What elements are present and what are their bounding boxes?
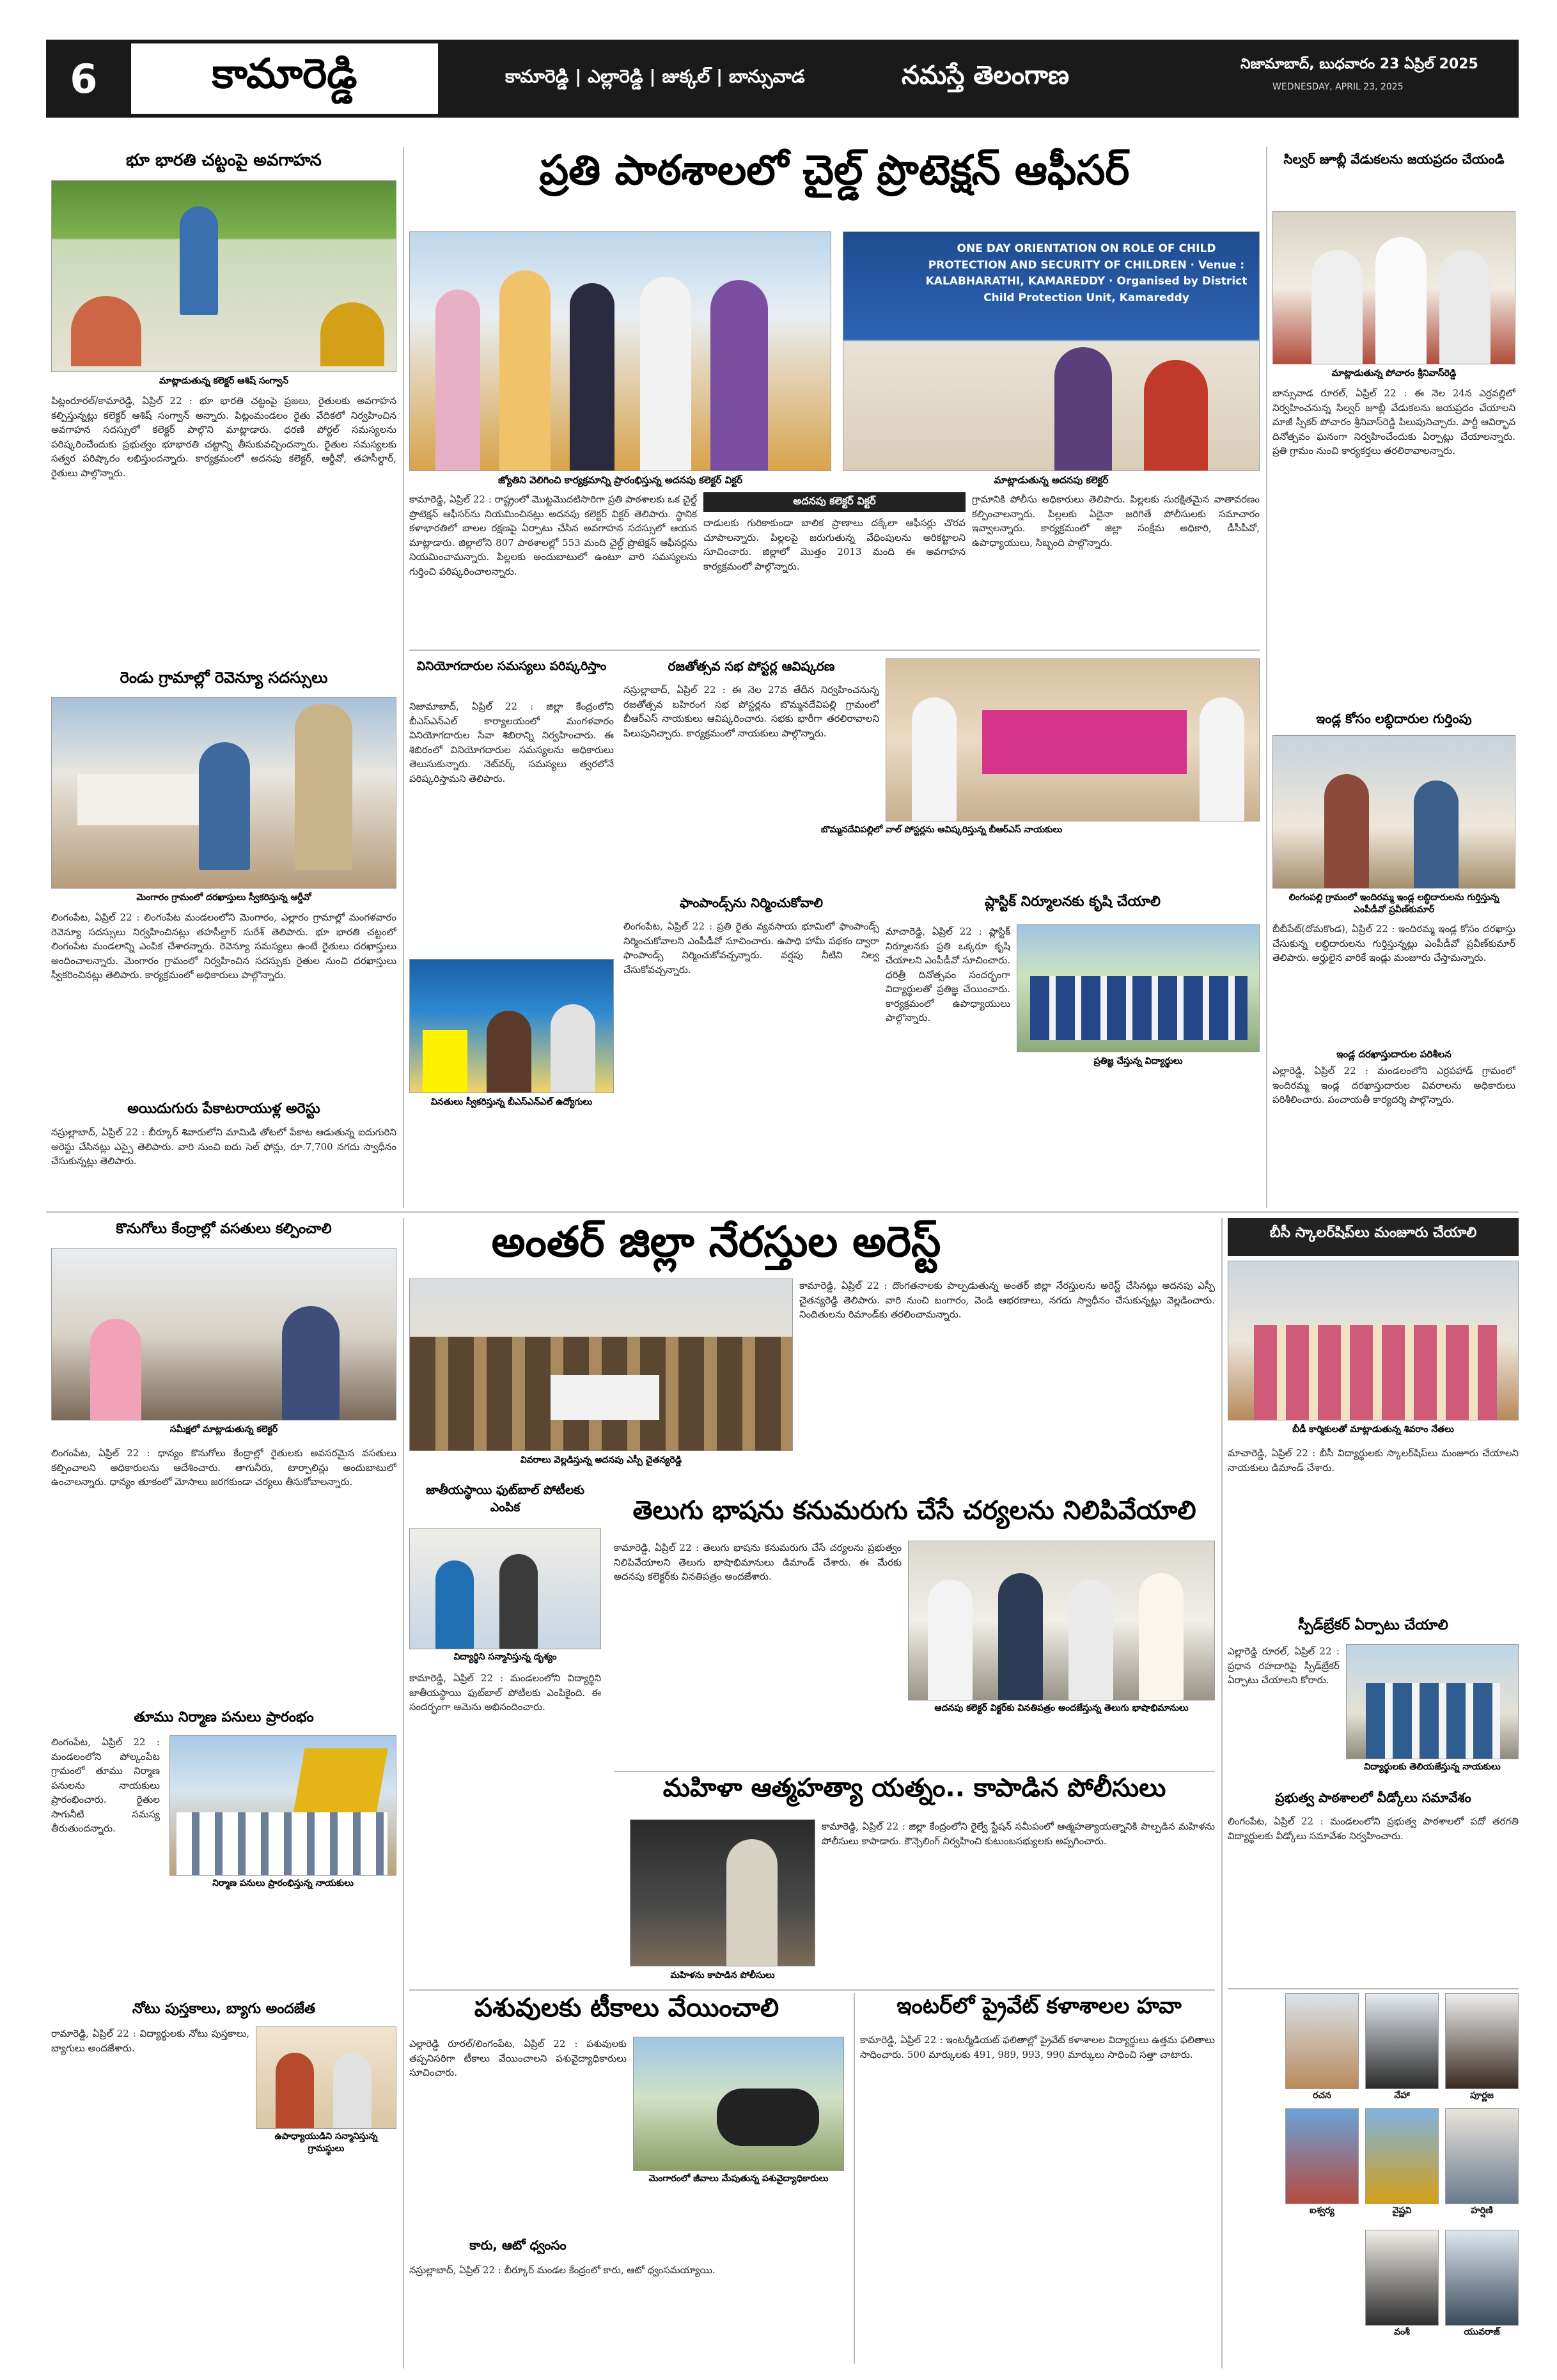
article-body: ఎల్లారెడ్డి రూరల్/లింగంపేట, ఏప్రిల్ 22 : పశువులకు తప్పనిసరిగా టీకాలు వేయించాలని పశువైద్యాధికారులు సూచించారు. (409, 2038, 627, 2078)
portrait (1445, 1993, 1519, 2089)
photo-bsnl-camp (409, 959, 614, 1093)
name-label: యువరాజ్ (1464, 2327, 1500, 2337)
caption: విద్యార్థులకు తెలియజేస్తున్న నాయకులు (1364, 1762, 1501, 1772)
headline-bhubharati: భూ భారతి చట్టంపై అవగాహన (126, 151, 322, 170)
headline-suicide-attempt: మహిళా ఆత్మహత్యా యత్నం.. కాపాడిన పోలీసులు (662, 1773, 1166, 1803)
caption: బొమ్మనదేవిపల్లిలో వాల్ పోస్టర్లను ఆవిష్కరిస్తున్న బీఆర్‌ఎస్ నాయకులు (820, 825, 1063, 835)
column-rule (1221, 1218, 1223, 2368)
photo-memorandum (908, 1541, 1215, 1700)
headline-inter-results: ఇంటర్‌లో ప్రైవేట్ కళాశాలల హవా (896, 1993, 1182, 2019)
name-label: ఐశ్వర్య (1310, 2205, 1334, 2216)
caption: బీడీ కార్మికులతో మాట్లాడుతున్న శివరాం నేతలు (1292, 1424, 1454, 1435)
photo-students-road (1346, 1644, 1519, 1759)
name-label: పూర్ణజ (1470, 2090, 1494, 2101)
article-body: కామారెడ్డి, ఏప్రిల్ 22 : ఇంటర్మీడియట్ ఫలితాల్లో ప్రైవేట్ కళాశాలల విద్యార్థులు ఉత్తమ ఫలితాలు సాధించారు. 500 మార్కులకు 491, 989, 993, 990 మార్కులు సాధించి సత్తా చాటారు. (860, 2034, 1215, 2060)
headline-procurement: కొనుగోలు కేంద్రాల్లో వసతులు కల్పించాలి (116, 1221, 332, 1237)
headline-posters: రజతోత్సవ సభ పోస్టర్ల ఆవిష్కరణ (668, 658, 835, 674)
photo-police-rescue (630, 1819, 815, 1966)
portrait (1445, 2108, 1519, 2204)
district-list: కామారెడ్డి | ఎల్లారెడ్డి | జుక్కల్ | బాన్సువాడ (505, 66, 805, 87)
photo-poster-launch (886, 658, 1260, 821)
caption: వినతులు స్వీకరిస్తున్న బీఎస్‌ఎన్‌ఎల్ ఉద్యోగులు (430, 1097, 593, 1107)
rule (1228, 1988, 1519, 1989)
caption: మాట్లాడుతున్న కలెక్టర్ ఆశిష్ సంగ్వాన్ (159, 376, 288, 386)
headline-revenue: రెండు గ్రామాల్లో రెవెన్యూ సదస్సులు (120, 669, 328, 687)
article-body: నస్రుల్లాబాద్, ఏప్రిల్ 22 : ఈ నెల 27వ తేదీన నిర్వహించనున్న రజతోత్సవ బహిరంగ సభ పోస్టర్లను బొమ్మనదేవిపల్లి గ్రామంలో బీఆర్‌ఎస్ నాయకులు ఆవిష్కరించారు. సభకు భారీగా తరలిరావాలని పిలుపునిచ్చారు. కార్యక్రమంలో నాయకులు పాల్గొన్నారు. (623, 684, 879, 739)
article-body: మాచారెడ్డి, ఏప్రిల్ 22 : ప్లాస్టిక్ నిర్మూలనకు ప్రతి ఒక్కరూ కృషి చేయాలని ఎంపీడీవో సూచించారు. ధరిత్రీ దినోత్సవం సందర్భంగా విద్యార్థులతో ప్రతిజ్ఞ చేయించారు. కార్యక్రమంలో ఉపాధ్యాయులు పాల్గొన్నారు. (886, 926, 1010, 1023)
photo-teacher-honour (256, 2026, 396, 2129)
name-label: వైష్ణవి (1392, 2205, 1412, 2216)
rule (614, 1771, 1215, 1772)
portrait (1365, 1993, 1439, 2089)
lead-headline: ప్రతి పాఠశాలలో చైల్డ్ ప్రొటెక్షన్ ఆఫీసర్ (539, 147, 1130, 194)
article-body: లింగంపేట, ఏప్రిల్ 22 : ధాన్యం కొనుగోలు కేంద్రాల్లో రైతులకు అవసరమైన వసతులు కల్పించాలని అధికారులను ఆదేశించారు. తాగునీరు, టార్పాలిన్లు అందుబాటులో ఉంచాలన్నారు. ధాన్యం తూకంలో మోసాలు జరగకుండా చర్యలు తీసుకోవాలన్నారు. (51, 1447, 396, 1488)
caption: సమీక్షలో మాట్లాడుతున్న కలెక్టర్ (169, 1424, 278, 1435)
name-label: వంశీ (1394, 2327, 1410, 2337)
article-body: కామారెడ్డి, ఏప్రిల్ 22 : తెలుగు భాషను కనుమరుగు చేసే చర్యలను ప్రభుత్వం నిలిపివేయాలని తెలుగు భాషాభిమానులు డిమాండ్ చేశారు. ఈ మేరకు అదనపు కలెక్టర్‌కు వినతిపత్రం అందజేశారు. (614, 1542, 902, 1582)
subhead: ఇండ్ల దరఖాస్తుదారుల పరిశీలన (1336, 1048, 1451, 1060)
name-label: హర్షిణి (1471, 2205, 1493, 2216)
article-body: బీబీపేట్(దోమకొండ), ఏప్రిల్ 22 : ఇందిరమ్మ ఇండ్ల కోసం దరఖాస్తు చేసుకున్న లబ్ధిదారులను గుర్తిస్తున్నట్లు ఎంపీడీవో ప్రవీణ్‌కుమార్ తెలిపారు. అర్హులైన వారికే ఇండ్లు మంజూరు చేస్తామన్నారు. (1272, 923, 1515, 963)
article-body: లింగంపేట, ఏప్రిల్ 22 : లింగంపేట మండలంలోని మెంగారం, ఎల్లారం గ్రామాల్లో మంగళవారం రెవెన్యూ సదస్సులు నిర్వహించినట్లు తహసీల్దార్ సురేశ్ తెలిపారు. భూ భారతి చట్టంలో లింగంపేట మండలాన్ని ఎంపిక చేశారన్నారు. రెవెన్యూ సమస్యలు ఉంటే రైతులు దరఖాస్తులు అందించాలన్నారు. మెంగారం గ్రామంలో నిర్వహించిన సదస్సుకు రైతుల నుంచి దరఖాస్తులు స్వీకరించినట్లు తెలిపారు. కార్యక్రమంలో అధికారులు పాల్గొన్నారు. (51, 912, 396, 981)
column-rule (854, 1993, 855, 2364)
date-english: WEDNESDAY, APRIL 23, 2025 (1272, 82, 1404, 92)
article-body: బాన్సువాడ రూరల్, ఏప్రిల్ 22 : ఈ నెల 24న ఎర్రవల్లిలో నిర్వహించనున్న సిల్వర్ జూబ్లీ వేడుకలను జయప్రదం చేయాలని మాజీ స్పీకర్ పోచారం శ్రీనివాస్‌రెడ్డి పిలుపునిచ్చారు. పార్టీ ఆవిర్భావ దినోత్సవం ఘనంగా నిర్వహించేందుకు ఏర్పాట్లు చేయాలన్నారు. ప్రతి గ్రామం నుంచి కార్యకర్తలు తరలిరావాలన్నారు. (1272, 387, 1515, 456)
caption: ఆదనపు కలెక్టర్ విక్టర్‌కు వినతిపత్రం అందజేస్తున్న తెలుగు భాషాభిమానులు (934, 1703, 1189, 1713)
article-body: రామారెడ్డి, ఏప్రిల్ 22 : విద్యార్థులకు నోటు పుస్తకాలు, బ్యాగులు అందజేశారు. (51, 2028, 249, 2054)
photo-student-honour (409, 1528, 601, 1649)
headline-speedbreaker: స్పీడ్‌బ్రేకర్ ఏర్పాటు చేయాలి (1298, 1617, 1448, 1633)
portrait (1365, 2230, 1439, 2326)
article-body: దాడులకు గురికాకుండా బాలిక ప్రాణాలు దక్కేలా ఆఫీసర్లు చొరవ చూపాలన్నారు. పిల్లలపై జరుగుతున్న వేధింపులను అరికట్టాలని సూచించారు. జిల్లాలో మొత్తం 2013 మంది ఈ అవగాహన కార్యక్రమంలో పాల్గొన్నారు. (703, 517, 966, 572)
section-title: కామారెడ్డి (131, 43, 438, 114)
article-body: కామారెడ్డి, ఏప్రిల్ 22 : జిల్లా కేంద్రంలోని రైల్వే స్టేషన్ సమీపంలో ఆత్మహత్యాయత్నానికి పాల్పడిన మహిళను పోలీసులు కాపాడారు. కౌన్సెలింగ్ నిర్వహించి కుటుంబసభ్యులకు అప్పగించారు. (822, 1821, 1215, 1847)
portrait (1285, 1993, 1359, 2089)
headline-notebooks: నోటు పుస్తకాలు, బ్యాగు అందజేత (132, 2001, 316, 2017)
newspaper-brand: నమస్తే తెలంగాణ (902, 61, 1070, 90)
caption: మెంగారం గ్రామంలో దరఖాస్తులు స్వీకరిస్తున్న ఆర్డీవో (136, 892, 311, 903)
article-body: కామారెడ్డి, ఏప్రిల్ 22 : రాష్ట్రంలో మొట్టమొదటిసారిగా ప్రతి పాఠశాలకు ఒక చైల్డ్ ప్రొటెక్షన్ ఆఫీసర్‌ను నియమించినట్లు అదనపు కలెక్టర్ విక్టర్ తెలిపారు. స్థానిక కళాభారతిలో బాలల రక్షణపై ఏర్పాటు చేసిన అవగాహన సదస్సులో ఆయన మాట్లాడారు. జిల్లాలోని 807 పాఠశాలల్లో 553 మంది చైల్డ్ ప్రొటెక్షన్ ఆఫీసర్లను నియమించామన్నారు. పిల్లలకు అందుబాటులో ఉంటూ వారి సమస్యలను గుర్తించి పరిష్కరించాలన్నారు. (409, 494, 697, 577)
article-body: లింగంపేట, ఏప్రిల్ 22 : మండలంలోని పోల్కంపేట గ్రామంలో తూము నిర్మాణ పనులను నాయకులు ప్రారంభించారు. రైతుల సాగునీటి సమస్య తీరుతుందన్నారు. (51, 1736, 160, 1834)
page-number: 6 (46, 40, 121, 118)
caption: ఉపాధ్యాయుడిని సన్మానిస్తున్న గ్రామస్థులు (274, 2131, 378, 2154)
article-body: ఎల్లారెడ్డి రూరల్, ఏప్రిల్ 22 : ప్రధాన రహదారిపై స్పీడ్‌బ్రేకర్ ఏర్పాటు చేయాలని కోరారు. (1228, 1645, 1340, 1686)
caption: విద్యార్థిని సన్మానిస్తున్న దృశ్యం (453, 1652, 557, 1662)
caption: జ్యోతిని వెలిగించి కార్యక్రమాన్ని ప్రారంభిస్తున్న అదనపు కలెక్టర్ విక్టర్ (498, 474, 742, 486)
rule (409, 1989, 1215, 1991)
portrait (1285, 2108, 1359, 2204)
name-label: రచన (1313, 2090, 1331, 2101)
caption: మహిళను కాపాడిన పోలీసులు (670, 1970, 775, 1980)
caption: నిర్మాణ పనులు ప్రారంభిస్తున్న నాయకులు (212, 1878, 354, 1888)
photo-cattle (633, 2037, 844, 2171)
banner-text: ONE DAY ORIENTATION ON ROLE OF CHILD PROTECTION AND SECURITY OF CHILDREN · Venue : KALABHARATHI, KAMAREDDY · Organised by District Child Protection Unit, Kamareddy (925, 242, 1248, 304)
headline-football: జాతీయస్థాయి ఫుట్‌బాల్ పోటీలకు ఎంపిక (426, 1483, 584, 1514)
article-body: లింగంపేట, ఏప్రిల్ 22 : ప్రతి రైతు వ్యవసాయ భూమిలో ఫాంపాండ్స్ నిర్మించుకోవాలని ఎంపీడీవో సూచించారు. ఉపాధి హామీ పథకం ద్వారా ఫాంపాండ్స్ నిర్మించుకోవచ్చన్నారు. వర్షపు నీటిని నిల్వ చేసుకోవచ్చన్నారు. (623, 921, 879, 976)
article-body: కామారెడ్డి, ఏప్రిల్ 22 : దొంగతనాలకు పాల్పడుతున్న అంతర్ జిల్లా నేరస్తులను అరెస్ట్ చేసినట్లు అదనపు ఎస్పీ చైతన్యరెడ్డి తెలిపారు. వారి నుంచి బంగారం, వెండి ఆభరణాలు, నగదు స్వాధీనం చేసుకున్నట్లు వెల్లడించారు. నిందితులను రిమాండ్‌కు తరలించామన్నారు. (799, 1280, 1215, 1320)
rule (409, 649, 1260, 651)
section-rule (46, 1211, 1519, 1213)
article-body: కామారెడ్డి, ఏప్రిల్ 22 : మండలంలోని విద్యార్థిని జాతీయస్థాయి ఫుట్‌బాల్ పోటీలకు ఎంపికైంది. ఈ సందర్భంగా ఆమెను అభినందించారు. (409, 1672, 601, 1713)
caption: ప్రతిజ్ఞ చేస్తున్న విద్యార్థులు (1093, 1056, 1183, 1066)
date-telugu: నిజామాబాద్, బుధవారం 23 ఏప్రిల్ 2025 (1240, 56, 1478, 72)
column-rule (403, 1218, 404, 2368)
photo-revenue-sadassu (51, 697, 396, 889)
headline-farmponds: ఫాంపాండ్స్‌ను నిర్మించుకోవాలి (679, 895, 824, 910)
headline-plastic: ప్లాస్టిక్ నిర్మూలనకు కృషి చేయాలి (985, 894, 1161, 910)
portrait (1445, 2230, 1519, 2326)
headline-silver-jubilee: సిల్వర్ జూబ్లీ వేడుకలను జయప్రదం చేయండి (1283, 152, 1505, 167)
photo-orientation-banner (843, 231, 1260, 471)
caption: వివరాలు వెల్లడిస్తున్న అదనపు ఎస్పీ చైతన్యరెడ్డి (520, 1455, 682, 1465)
photo-sluice-works (169, 1735, 396, 1876)
article-body: పిట్లంరూరల్/కామారెడ్డి, ఏప్రిల్ 22 : భూ భారతి చట్టంపై ప్రజలు, రైతులకు అవగాహన కల్పిస్తున్నట్లు కలెక్టర్ ఆశిష్ సంగ్వాన్ అన్నారు. పిట్లంమండలం రైతు వేదికలో నిర్వహించిన అవగాహన సదస్సులో కలెక్టర్ పాల్గొని మాట్లాడారు. ధరణి పోర్టల్ సమస్యలను పరిష్కరించేందుకు ప్రభుత్వం భూభారతి చట్టాన్ని తీసుకువచ్చిందన్నారు. రైతుల సమస్యలకు సత్వర పరిష్కారం లభిస్తుందన్నారు. కార్యక్రమంలో అదనపు కలెక్టర్, ఆర్డీవో, తహసీల్దార్, రైతులు పాల్గొన్నారు. (51, 395, 396, 479)
article-body: నస్రుల్లాబాద్, ఏప్రిల్ 22 : బీర్కూర్ శివారులోని మామిడి తోటలో పేకాట ఆడుతున్న ఐదుగురిని అరెస్టు చేసినట్లు ఎస్సై తెలిపారు. వారి నుంచి ఐదు సెల్ ఫోన్లు, రూ.7,700 నగదు స్వాధీనం చేసుకున్నట్లు తెలిపారు. (51, 1126, 396, 1167)
headline-bsnl: వినియోగదారుల సమస్యలు పరిష్కరిస్తాం (416, 659, 607, 673)
subhead: అదనపు కలెక్టర్ విక్టర్ (703, 492, 966, 512)
column-rule (1266, 147, 1267, 1208)
photo-police-briefing (409, 1279, 793, 1451)
article-body: నస్రుల్లాబాద్, ఏప్రిల్ 22 : బీర్కూర్ మండల కేంద్రంలో కారు, ఆటో ధ్వంసమయ్యాయి. (409, 2264, 716, 2276)
photo-review (51, 1248, 396, 1420)
article-body: లింగంపేట, ఏప్రిల్ 22 : మండలంలోని ప్రభుత్వ పాఠశాలలో పదో తరగతి విద్యార్థులకు వీడ్కోలు సమావేశం నిర్వహించారు. (1228, 1816, 1519, 1842)
headline-interdistrict: అంతర్ జిల్లా నేరస్తుల అరెస్ట్ (491, 1217, 941, 1266)
article-body: ఎల్లారెడ్డి, ఏప్రిల్ 22 : మండలంలోని ఎర్రపహాడ్ గ్రామంలో ఇందిరమ్మ ఇండ్ల దరఖాస్తుదారుల వివరాలను అధికారులు పరిశీలించారు. పంచాయతీ కార్యదర్శి పాల్గొన్నారు. (1272, 1065, 1515, 1105)
headline-sluice: తూము నిర్మాణ పనులు ప్రారంభం (134, 1709, 314, 1725)
photo-press-meet (1272, 211, 1515, 364)
headline-arrest-gamblers: అయిదుగురు పేకాటరాయుళ్ల అరెస్టు (127, 1101, 320, 1117)
article-body: నిజామాబాద్, ఏప్రిల్ 22 : జిల్లా కేంద్రంలోని బీఎస్‌ఎన్‌ఎల్ కార్యాలయంలో మంగళవారం వినియోగదారుల సేవా శిబిరాన్ని నిర్వహించారు. ఈ శిబిరంలో వినియోగదారుల సమస్యలను అధికారులు తెలుసుకున్నారు. నెట్‌వర్క్ సమస్యలు త్వరలోనే పరిష్కరిస్తామని తెలిపారు. (409, 701, 614, 784)
article-body: గ్రామానికి పోలీసు అధికారులు తెలిపారు. పిల్లలకు సురక్షితమైన వాతావరణం కల్పించాలన్నారు. పిల్లలకు ఏదైనా జరిగితే పోలీసులకు సమాచారం ఇవ్వాలన్నారు. కార్యక్రమంలో జిల్లా సంక్షేమ అధికారి, డీసీపీవో, ఉపాధ్యాయులు, సిబ్బంది పాల్గొన్నారు. (972, 494, 1260, 548)
headline-farewell: ప్రభుత్వ పాఠశాలలో వీడ్కోలు సమావేశం (1275, 1790, 1471, 1805)
column-rule (403, 147, 404, 1208)
photo-lamp-lighting (409, 231, 831, 471)
photo-bidi-workers (1228, 1261, 1519, 1420)
article-block (703, 492, 966, 646)
portrait (1365, 2108, 1439, 2204)
headline-bc-scholarship: బీసీ స్కాలర్‌షిప్‌లు మంజూరు చేయాలి (1269, 1225, 1477, 1241)
name-label: నేహా (1394, 2090, 1410, 2101)
headline-housing: ఇండ్ల కోసం లబ్ధిదారుల గుర్తింపు (1316, 711, 1472, 726)
photo-housing-survey (1272, 735, 1515, 889)
headline-car-auto: కారు, ఆటో ధ్వంసం (469, 2237, 567, 2253)
toppers-grid (1285, 1993, 1519, 2364)
headline-vaccination: పశువులకు టీకాలు వేయించాలి (474, 1993, 779, 2023)
photo-collector-speaking (51, 180, 396, 372)
photo-plastic-pledge (1017, 924, 1260, 1052)
caption: మాట్లాడుతున్న పోచారం శ్రీనివాస్‌రెడ్డి (1331, 368, 1457, 378)
headline-telugu-language: తెలుగు భాషను కనుమరుగు చేసే చర్యలను నిలిపివేయాలి (632, 1496, 1196, 1525)
article-body: మాచారెడ్డి, ఏప్రిల్ 22 : బీసీ విద్యార్థులకు స్కాలర్‌షిప్‌లు మంజూరు చేయాలని నాయకులు డిమాండ్ చేశారు. (1228, 1447, 1519, 1474)
caption: మెంగారంలో జీవాలు మేపుతున్న పశువైద్యాధికారులు (648, 2174, 829, 2184)
caption: లింగంపల్లి గ్రామంలో ఇందిరమ్మ ఇండ్ల లబ్ధిదారులను గుర్తిస్తున్న ఎంపీడీవో ప్రవీణ్‌కుమార్ (1288, 892, 1499, 915)
caption: మాట్లాడుతున్న అదనపు కలెక్టర్ (994, 474, 1109, 486)
